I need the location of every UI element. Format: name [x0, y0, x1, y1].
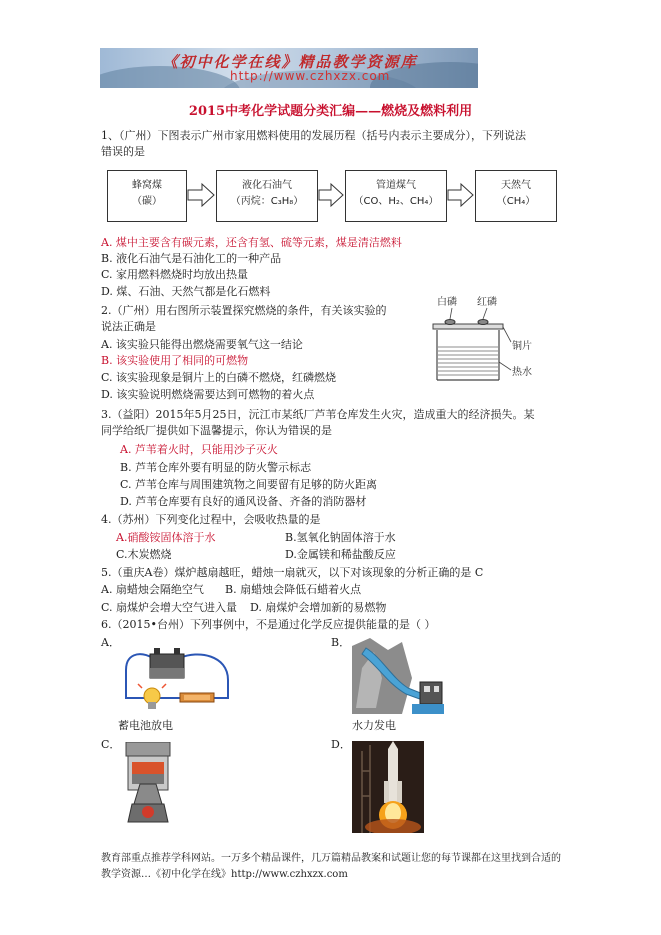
label-red-phosphorus: 红磷: [477, 297, 497, 308]
q2-option-d: D. 该实验说明燃烧需要达到可燃物的着火点: [101, 388, 315, 401]
q5-option-d: D. 扇煤炉会增加新的易燃物: [250, 601, 387, 614]
q4-option-d: D.金属镁和稀盐酸反应: [285, 548, 396, 561]
footer-line2: 教学资源…《初中化学在线》http://www.czhxzx.com: [101, 869, 348, 880]
q3-option-b: B. 芦苇仓库外要有明显的防火警示标志: [120, 461, 312, 474]
footer-line1: 教育部重点推荐学科网站。一万多个精品课件，几万篇精品教案和试题让您的每节课都在这里找到合适的: [101, 853, 561, 864]
q2-option-b: B. 该实验使用了相同的可燃物: [101, 354, 249, 367]
q6-stem: 6.（2015•台州）下列事例中，不是通过化学反应提供能量的是（ ）: [101, 618, 436, 631]
engine-cylinder-picture: [118, 742, 178, 827]
q3-stem-line2: 同学给纸厂提供如下温馨提示，你认为错误的是: [101, 424, 332, 437]
battery-circuit-picture: [118, 640, 236, 712]
copper-plate-icon: [433, 324, 503, 329]
q1-stem-line1: 1、（广州）下图表示广州市家用燃料使用的发展历程（括号内表示主要成分），下列说法: [101, 129, 526, 142]
arrow-2-icon: [319, 184, 343, 206]
q4-option-a: A.硝酸铵固体溶于水: [116, 531, 216, 544]
light-bulb-icon: [138, 684, 166, 709]
q6-caption-a: 蓄电池放电: [118, 719, 173, 732]
q2-stem-line1: 2.（广州）用右图所示装置探究燃烧的条件，有关该实验的: [101, 304, 387, 317]
q1-stem-line2: 错误的是: [101, 145, 145, 158]
banner-title: 《初中化学在线》精品教学资源库: [162, 53, 418, 71]
q3-option-d: D. 芦苇仓库要有良好的通风设备、齐备的消防器材: [120, 495, 367, 508]
battery-icon: [150, 648, 184, 678]
label-hot-water: 热水: [512, 367, 532, 378]
q6-caption-b: 水力发电: [352, 719, 396, 732]
hot-water-icon: [438, 347, 498, 375]
q2-option-a: A. 该实验只能得出燃烧需要氧气这一结论: [101, 338, 303, 351]
q1-option-c: C. 家用燃料燃烧时均放出热量: [101, 268, 249, 281]
q1-option-a: A. 煤中主要含有碳元素，还含有氢、硫等元素，煤是清洁燃料: [101, 236, 402, 249]
engine-cylinder-icon: [126, 742, 170, 822]
q1-option-d: D. 煤、石油、天然气都是化石燃料: [101, 285, 271, 298]
rocket-launch-picture: [352, 741, 424, 833]
header-banner: [100, 48, 478, 88]
q4-option-b: B.氢氧化钠固体溶于水: [285, 531, 396, 544]
q5-stem: 5.（重庆A卷）煤炉越扇越旺，蜡烛一扇就灭，以下对该现象的分析正确的是 C: [101, 566, 484, 579]
fuel-box-natural-gas: 天然气 （CH₄）: [475, 170, 557, 222]
q1-option-b: B. 液化石油气是石油化工的一种产品: [101, 252, 282, 265]
q4-option-c: C.木炭燃烧: [116, 548, 172, 561]
q6-option-d-letter: D．: [331, 738, 351, 751]
document-title: 2015中考化学试题分类汇编——燃烧及燃料利用: [188, 104, 473, 119]
fuel-box-lpg: 液化石油气 （丙烷：C₃H₈）: [216, 170, 318, 222]
q3-option-a: A. 芦苇着火时，只能用沙子灭火: [120, 443, 278, 456]
fuel-box-gas: 管道煤气 （CO、H₂、CH₄）: [345, 170, 447, 222]
q6-option-c-letter: C．: [101, 738, 121, 751]
q6-option-b-letter: B．: [331, 636, 351, 649]
q3-stem-line1: 3.（益阳）2015年5月25日，沅江市某纸厂芦苇仓库发生火灾，造成重大的经济损失。某: [101, 408, 535, 421]
q2-option-c: C. 该实验现象是铜片上的白磷不燃烧，红磷燃烧: [101, 371, 337, 384]
q4-stem: 4.（苏州）下列变化过程中，会吸收热量的是: [101, 513, 321, 526]
switch-icon: [180, 693, 214, 702]
banner-url[interactable]: http://www.czhxzx.com: [230, 69, 391, 83]
fuel-box-coal: 蜂窝煤 （碳）: [107, 170, 187, 222]
q3-option-c: C. 芦苇仓库与周围建筑物之间要留有足够的防火距离: [120, 478, 378, 491]
q2-stem-line2: 说法正确是: [101, 320, 156, 333]
arrow-1-icon: [188, 184, 214, 206]
combustion-apparatus-figure: [425, 292, 545, 384]
q6-option-a-letter: A．: [101, 636, 120, 649]
flow-arrows: [185, 180, 485, 210]
label-white-phosphorus: 白磷: [437, 297, 457, 308]
q5-option-a: A. 扇蜡烛会隔绝空气: [101, 583, 204, 596]
hydro-power-picture: [352, 638, 444, 714]
label-copper-plate: 铜片: [512, 341, 532, 352]
q5-option-c: C. 扇煤炉会增大空气进入量: [101, 601, 238, 614]
mountain-icon: [352, 638, 412, 714]
arrow-3-icon: [448, 184, 473, 206]
q5-option-b: B. 扇蜡烛会降低石蜡着火点: [225, 583, 362, 596]
